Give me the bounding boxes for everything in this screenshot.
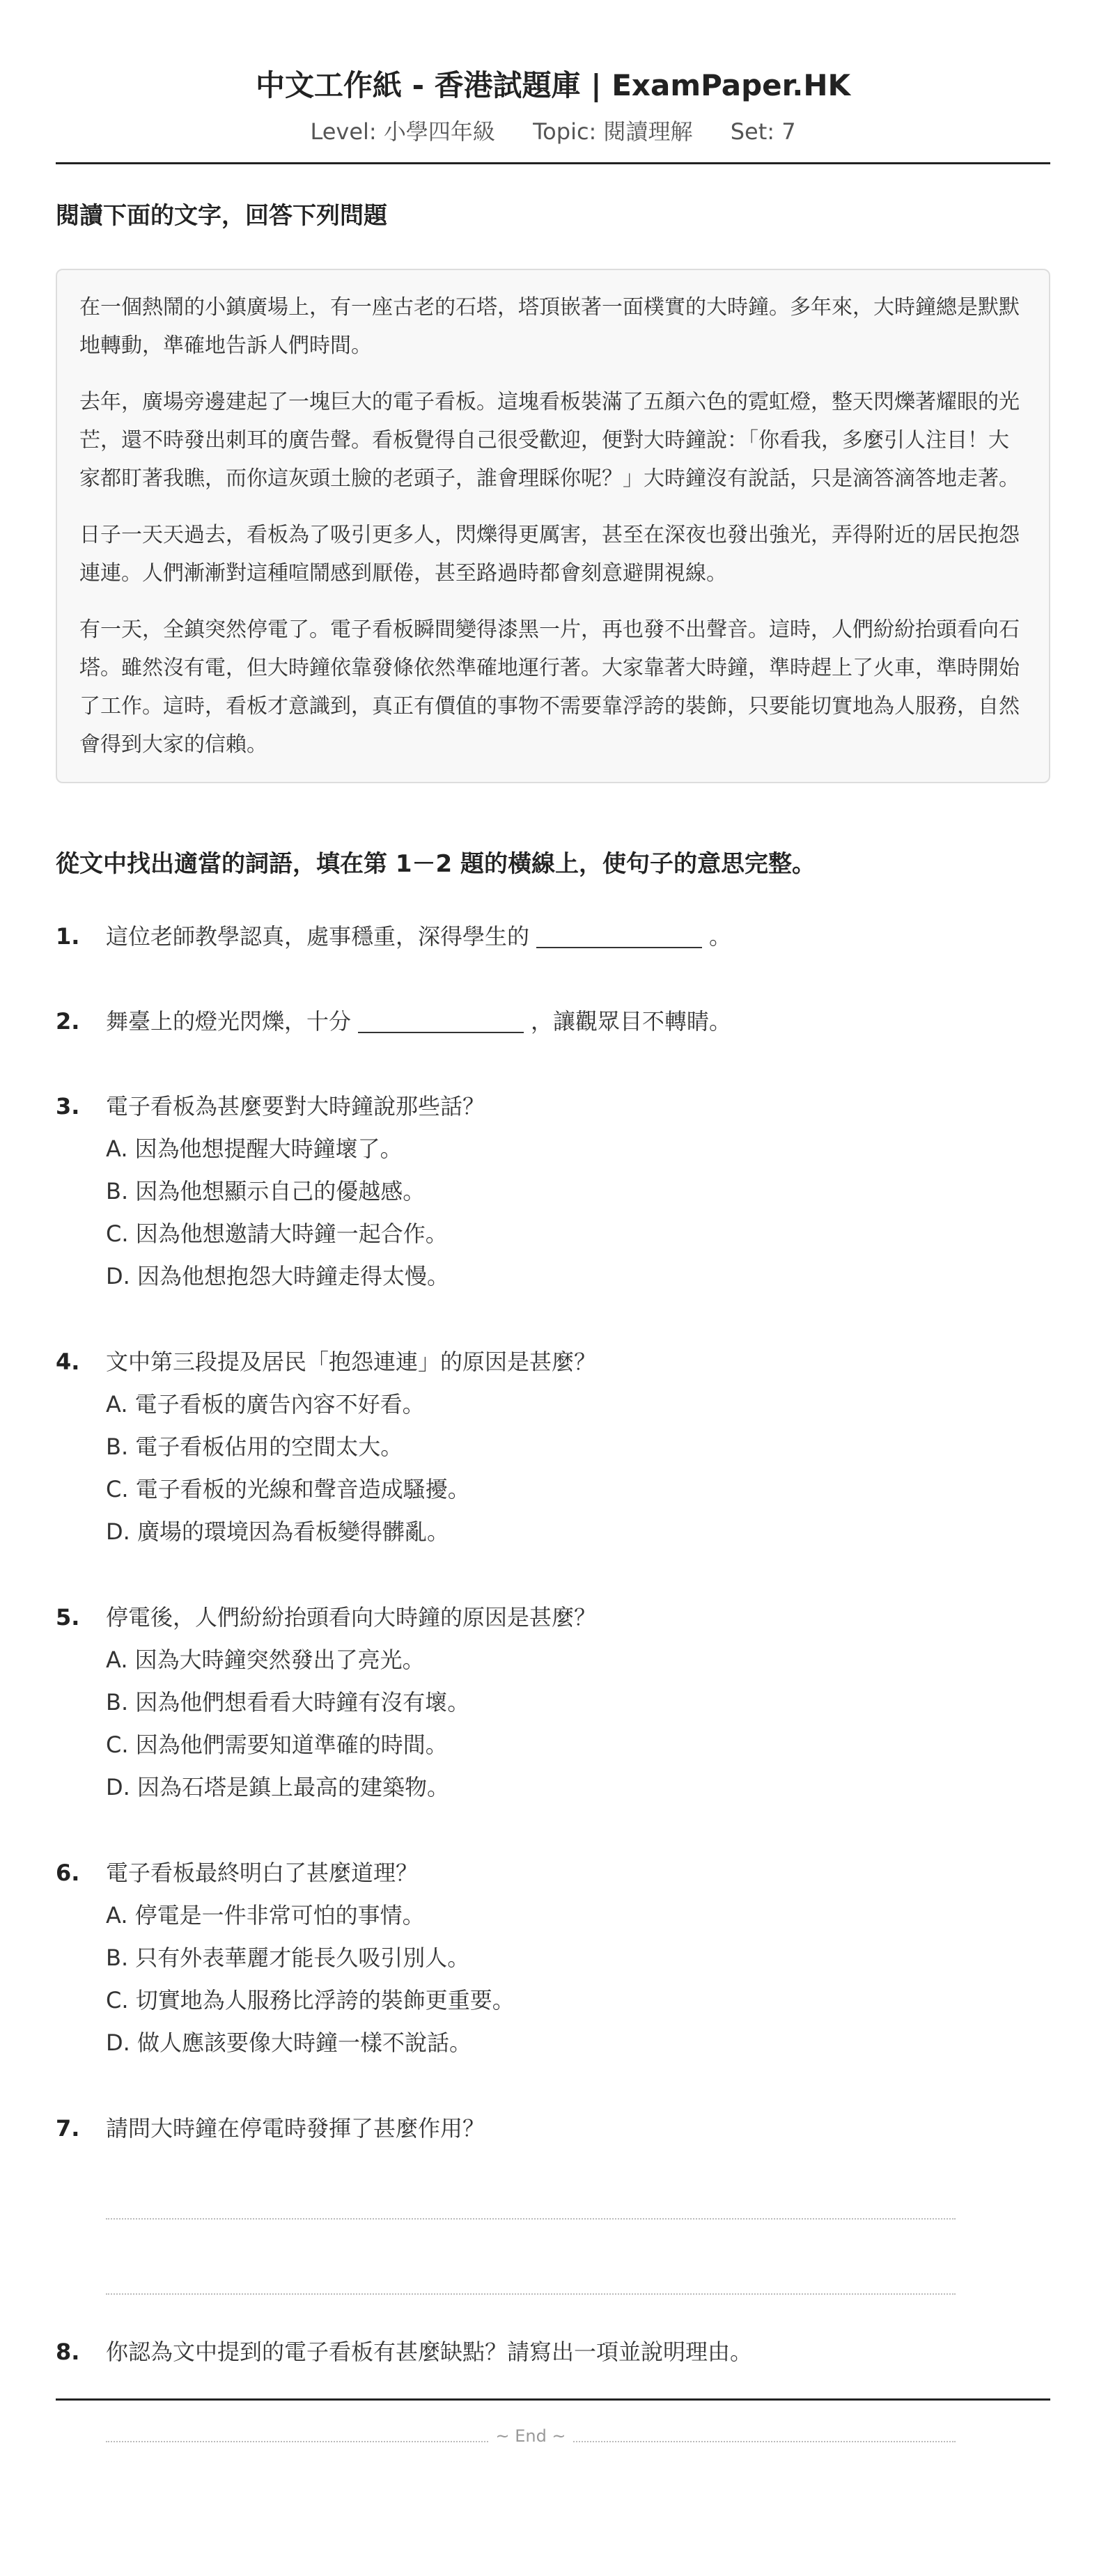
question-4 xyxy=(56,1341,1050,1553)
question-text-before: 舞臺上的燈光閃爍，十分 xyxy=(106,1008,352,1035)
question-text: 文中第三段提及居民「抱怨連連」的原因是甚麼？ xyxy=(106,1349,597,1375)
question-body xyxy=(106,1596,1050,1809)
question-number: 8. xyxy=(56,2339,80,2365)
option-d[interactable]: D. 因為石塔是鎮上最高的建築物。 xyxy=(106,1774,449,1800)
option-c[interactable]: C. 電子看板的光線和聲音造成騷擾。 xyxy=(106,1476,470,1502)
question-3 xyxy=(56,1085,1050,1298)
reading-instruction-heading: 閱讀下面的文字，回答下列問題 xyxy=(56,202,387,230)
question-text-before: 這位老師教學認真，處事穩重，深得學生的 xyxy=(106,923,530,950)
question-body xyxy=(106,2331,1050,2373)
page-title: 中文工作紙 - 香港試題庫 | ExamPaper.HK xyxy=(255,68,851,102)
question-text xyxy=(106,1000,1050,1042)
question-text: 你認為文中提到的電子看板有甚麼缺點？請寫出一項並說明理由。 xyxy=(106,2339,753,2365)
option-a[interactable]: A. 電子看板的廣告內容不好看。 xyxy=(106,1391,425,1417)
question-body xyxy=(106,1852,1050,2064)
end-marker: ~ End ~ xyxy=(488,2426,573,2446)
header-divider xyxy=(56,162,1050,164)
topic-label: Topic: 閱讀理解 xyxy=(533,118,693,145)
passage-paragraph-1: 在一個熱鬧的小鎮廣場上，有一座古老的石塔，塔頂嵌著一面樸實的大時鐘。多年來，大時鐘總是默默地轉動，準確地告訴人們時間。 xyxy=(79,295,1020,358)
footer xyxy=(106,2420,956,2446)
passage-paragraph-2: 去年，廣場旁邊建起了一塊巨大的電子看板。這塊看板裝滿了五顏六色的霓虹燈，整天閃爍著耀眼的光芒，還不時發出刺耳的廣告聲。看板覺得自己很受歡迎，便對大時鐘說：「你看我，多麼引人注目！大家都盯著我瞧，而你這灰頭土臉的老頭子，誰會理睬你呢？」大時鐘沒有說話，只是滴答滴答地走著。 xyxy=(79,390,1020,491)
question-number: 2. xyxy=(56,1008,80,1035)
question-1 xyxy=(56,916,1050,957)
set-label: Set: 7 xyxy=(730,118,796,145)
question-text: 請問大時鐘在停電時發揮了甚麼作用？ xyxy=(106,2115,485,2142)
option-a[interactable]: A. 因為他想提醒大時鐘壞了。 xyxy=(106,1136,403,1162)
option-c[interactable]: C. 因為他想邀請大時鐘一起合作。 xyxy=(106,1220,448,1247)
answer-blank-2[interactable] xyxy=(358,1004,524,1033)
question-text: 電子看板最終明白了甚麼道理？ xyxy=(106,1860,419,1886)
answer-blank-1[interactable] xyxy=(536,919,702,948)
question-number: 6. xyxy=(56,1860,80,1886)
option-d[interactable]: D. 做人應該要像大時鐘一樣不說話。 xyxy=(106,2029,472,2056)
question-body xyxy=(106,1341,1050,1553)
question-list xyxy=(56,916,1050,2373)
option-c[interactable]: C. 切實地為人服務比浮誇的裝飾更重要。 xyxy=(106,1987,515,2013)
fill-in-instruction-heading: 從文中找出適當的詞語，填在第 1－2 題的橫線上，使句子的意思完整。 xyxy=(56,850,816,878)
option-b[interactable]: B. 因為他想顯示自己的優越感。 xyxy=(106,1178,426,1204)
option-b[interactable]: B. 因為他們想看看大時鐘有沒有壞。 xyxy=(106,1689,470,1715)
option-d[interactable]: D. 因為他想抱怨大時鐘走得太慢。 xyxy=(106,1263,449,1289)
question-6 xyxy=(56,1852,1050,2064)
question-number: 5. xyxy=(56,1604,80,1631)
option-b[interactable]: B. 電子看板佔用的空間太大。 xyxy=(106,1434,403,1460)
worksheet-header xyxy=(56,0,1050,147)
answer-line-2[interactable] xyxy=(106,2293,956,2295)
question-number: 4. xyxy=(56,1349,80,1375)
question-number: 7. xyxy=(56,2115,80,2142)
reading-passage xyxy=(56,269,1050,783)
question-text: 電子看板為甚麼要對大時鐘說那些話？ xyxy=(106,1093,485,1120)
passage-paragraph-3: 日子一天天過去，看板為了吸引更多人，閃爍得更厲害，甚至在深夜也發出強光，弄得附近的居民抱怨連連。人們漸漸對這種喧鬧感到厭倦，甚至路過時都會刻意避開視線。 xyxy=(79,523,1020,586)
passage-paragraph-4: 有一天，全鎮突然停電了。電子看板瞬間變得漆黑一片，再也發不出聲音。這時，人們紛紛抬頭看向石塔。雖然沒有電，但大時鐘依靠發條依然準確地運行著。大家靠著大時鐘，準時趕上了火車，準時開始了工作。這時，看板才意識到，真正有價值的事物不需要靠浮誇的裝飾，只要能切實地為人服務，自然會得到大家的信賴。 xyxy=(79,618,1020,757)
question-5 xyxy=(56,1596,1050,1809)
level-label: Level: 小學四年級 xyxy=(310,118,495,145)
question-text: 停電後，人們紛紛抬頭看向大時鐘的原因是甚麼？ xyxy=(106,1604,597,1631)
question-body xyxy=(106,2107,1050,2295)
option-a[interactable]: A. 停電是一件非常可怕的事情。 xyxy=(106,1902,425,1929)
option-c[interactable]: C. 因為他們需要知道準確的時間。 xyxy=(106,1731,448,1758)
question-7 xyxy=(56,2107,1050,2295)
question-8 xyxy=(56,2331,1050,2373)
footer-divider xyxy=(56,2398,1050,2401)
option-b[interactable]: B. 只有外表華麗才能長久吸引別人。 xyxy=(106,1945,470,1971)
question-body xyxy=(106,1085,1050,1298)
option-d[interactable]: D. 廣場的環境因為看板變得髒亂。 xyxy=(106,1518,449,1545)
option-a[interactable]: A. 因為大時鐘突然發出了亮光。 xyxy=(106,1647,425,1673)
question-2 xyxy=(56,1000,1050,1042)
worksheet-meta xyxy=(56,116,1050,147)
question-number: 3. xyxy=(56,1093,80,1120)
answer-line-1[interactable] xyxy=(106,2218,956,2220)
question-number: 1. xyxy=(56,923,80,950)
question-text xyxy=(106,916,1050,957)
question-text-after: 。 xyxy=(709,923,732,950)
question-text-after: ，讓觀眾目不轉睛。 xyxy=(531,1008,732,1035)
